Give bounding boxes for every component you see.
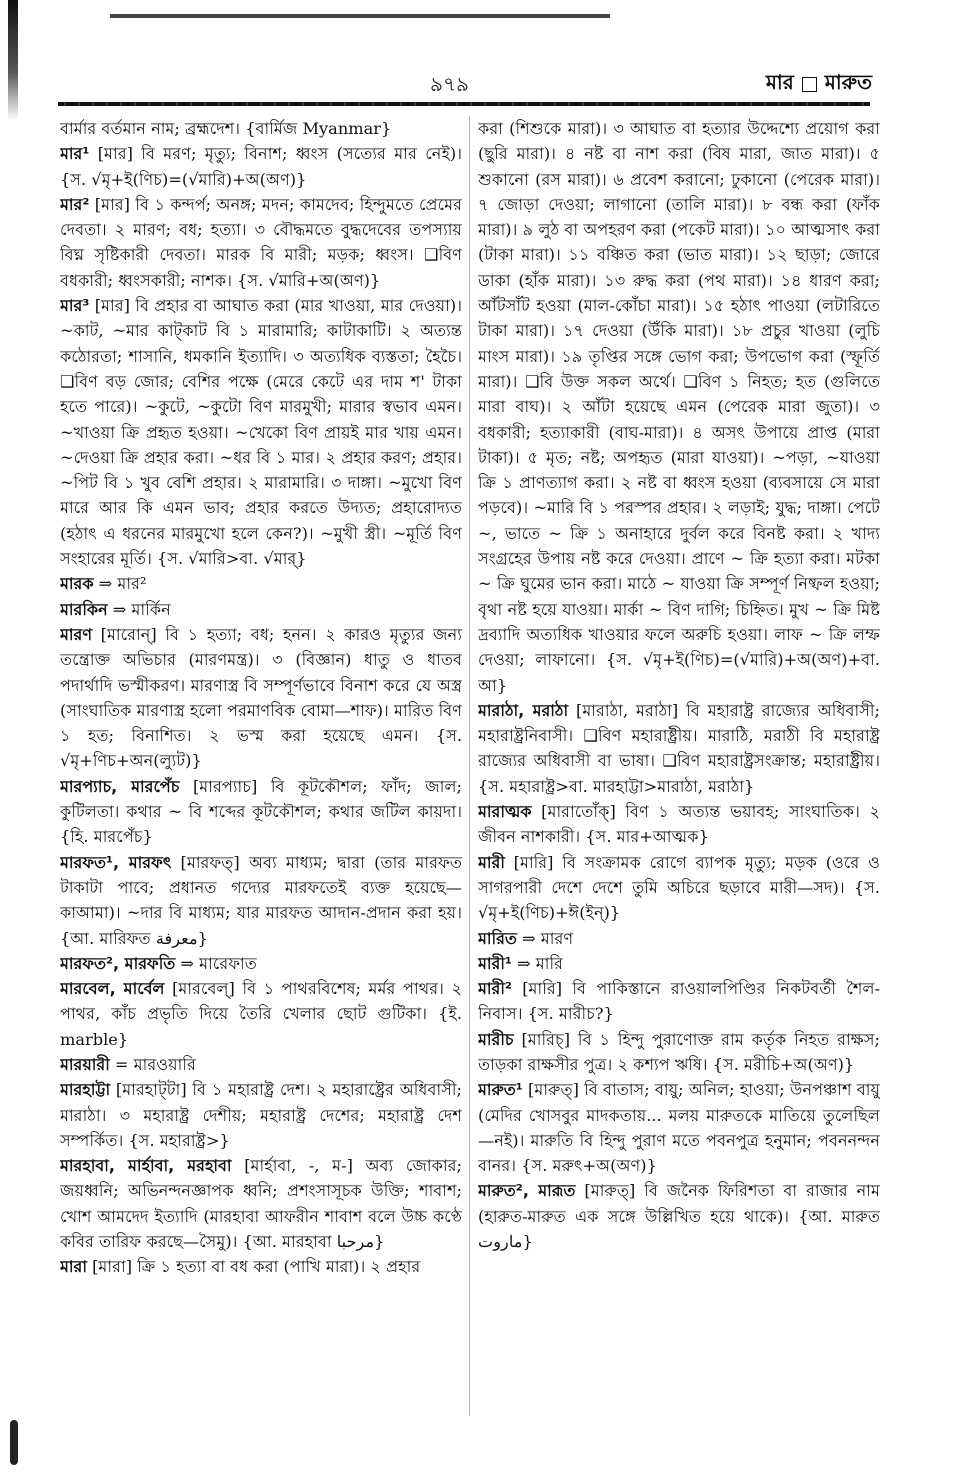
column-divider bbox=[469, 116, 470, 1416]
running-head bbox=[766, 68, 872, 101]
headword: মারুত², মারূত bbox=[478, 1181, 576, 1201]
dictionary-entry bbox=[60, 116, 462, 141]
headword: মার² bbox=[60, 194, 90, 214]
entry-definition: = মারওয়ারি bbox=[109, 1054, 196, 1074]
entry-definition: [মার] বি মরণ; মৃত্যু; বিনাশ; ধ্বংস (সত্যের মার নেই)। {স. √মৃ+ই(ণিচ)=(√মারি)+অ(অণ)} bbox=[60, 144, 462, 189]
dictionary-entry bbox=[478, 116, 880, 698]
headword: মার³ bbox=[60, 296, 90, 316]
dictionary-entry bbox=[478, 926, 880, 951]
dictionary-entry bbox=[478, 1178, 880, 1254]
dictionary-entry bbox=[60, 951, 462, 976]
dictionary-entry bbox=[478, 976, 880, 1027]
running-head-right: মারুত bbox=[824, 70, 872, 94]
entry-definition: [মারবেল্] বি ১ পাথরবিশেষ; মর্মর পাথর। ২ পাথর, কাঁচ প্রভৃতি দিয়ে তৈরি খেলার ছোট গুটিকা। {ই. marble} bbox=[60, 979, 462, 1049]
headword: মারকিন bbox=[60, 599, 108, 619]
entry-definition: করা (শিশুকে মারা)। ৩ আঘাত বা হত্যার উদ্দেশ্যে প্রয়োগ করা (ছুরি মারা)। ৪ নষ্ট বা নাশ করা (বিষ মারা, জাত মারা)। ৫ শুকানো (রস মারা)। ৬ প্রবেশ করানো; ঢুকানো (পেরেক মারা)। ৭ জোড়া দেওয়া; লাগানো (তালি মারা)। ৮ বন্ধ করা (ফাঁক মারা)। ৯ লুঠ বা অপহরণ করা (পকেট মারা)। ১০ আত্মসাৎ করা (টাকা মারা)। ১১ বঞ্চিত করা (ভাত মারা)। ১২ ছাড়া; জোরে ডাকা (হাঁক মারা)। ১৩ রুদ্ধ করা (পথ মারা)। ১৪ ধারণ করা; আঁটসাঁট হওয়া (মাল-কোঁচা মারা)। ১৫ হঠাৎ পাওয়া (লটারিতে টাকা মারা)। ১৭ দেওয়া (উঁকি মারা)। ১৮ প্রচুর খাওয়া (লুচি মাংস মারা)। ১৯ তৃপ্তির সঙ্গে ভোগ করা; উপভোগ করা (স্ফূর্তি মারা)। ❑বি উক্ত সকল অর্থে। ❑বিণ ১ নিহত; হত (গুলিতে মারা বাঘ)। ২ আঁটা হয়েছে এমন (পেরেক মারা জুতা)। ৩ বধকারী; হত্যাকারী (বাঘ-মারা)। ৪ অসৎ উপায়ে প্রাপ্ত (মারা টাকা)। ৫ মৃত; নষ্ট; অপহৃত (মারা যাওয়া)। ~পড়া, ~যাওয়া ক্রি ১ প্রাণত্যাগ করা। ২ নষ্ট বা ধ্বংস হওয়া (ব্যবসায়ে সে মারা পড়বে)। ~মারি বি ১ পরস্পর প্রহার। ২ লড়াই; যুদ্ধ; দাঙ্গা। পেটে ~, ভাতে ~ ক্রি ১ অনাহারে দুর্বল করে বিনষ্ট করা। ২ খাদ্য সংগ্রহের উপায় নষ্ট করে দেওয়া। প্রাণে ~ ক্রি হত্যা করা। মটকা ~ ক্রি ঘুমের ভান করা। মাঠে ~ যাওয়া ক্রি সম্পূর্ণ নিষ্ফল হওয়া; বৃথা নষ্ট হয়ে যাওয়া। মার্কা ~ বিণ দাগি; চিহ্নিত। মুখ ~ ক্রি মিষ্ট দ্রব্যাদি অত্যধিক খাওয়ার ফলে অরুচি হওয়া। লাফ ~ ক্রি লম্ফ দেওয়া; লাফানো। {স. √মৃ+ই(ণিচ)=(√মারি)+অ(অণ)+বা. আ} bbox=[478, 119, 880, 695]
entry-definition: [মারুত্] বি জনৈক ফিরিশতা বা রাজার নাম (হারুত-মারুত এক সঙ্গে উল্লিখিত হয়ে থাকে)। {আ. মারুত ماروت} bbox=[478, 1181, 880, 1252]
entry-definition: [মার] বি ১ কন্দর্প; অনঙ্গ; মদন; কামদেব; হিন্দুমতে প্রেমের দেবতা। ২ মারণ; বধ; হত্যা। ৩ বৌদ্ধমতে বুদ্ধদেবের তপস্যায় বিঘ্ন সৃষ্টিকারী দেবতা। মারক বি মারী; মড়ক; ধ্বংস। ❑বিণ বধকারী; ধ্বংসকারী; নাশক। {স. √মারি+অ(অণ)} bbox=[60, 194, 462, 290]
dictionary-entry bbox=[60, 597, 462, 622]
headword: মারহাবা, মার্হাবা, মরহাবা bbox=[60, 1156, 232, 1176]
entry-definition: ⇒ মার্কিন bbox=[107, 599, 171, 619]
dictionary-entry bbox=[60, 1153, 462, 1254]
entry-definition: [মারিচ্] বি ১ হিন্দু পুরাণোক্ত রাম কর্তৃক নিহত রাক্ষস; তাড়কা রাক্ষসীর পুত্র। ২ কশ্যপ ঋষি। {স. মরীচি+অ(অণ)} bbox=[478, 1029, 880, 1074]
entry-definition: [মারাঠা, মরাঠা] বি মহারাষ্ট্র রাজ্যের অধিবাসী; মহারাষ্ট্রনিবাসী। ❑বিণ মহারাষ্ট্রীয়। মারাঠি, মরাঠী বি মহারাষ্ট্র রাজ্যের অধিবাসী বা ভাষা। ❑বিণ মহারাষ্ট্রসংক্রান্ত; মহারাষ্ট্রীয়। {স. মহারাষ্ট্র>বা. মারহাট্টা>মারাঠা, মরাঠা} bbox=[478, 700, 880, 796]
headword: মারবেল, মার্বেল bbox=[60, 979, 165, 999]
entry-definition: ⇒ মার² bbox=[93, 574, 147, 594]
dictionary-entry bbox=[60, 850, 462, 951]
headword: মারিত bbox=[478, 928, 517, 948]
entry-definition: [মারহাট্‌টা] বি ১ মহারাষ্ট্র দেশ। ২ মহারাষ্ট্রের অধিবাসী; মারাঠা। ৩ মহারাষ্ট্র দেশীয়; মহারাষ্ট্র দেশের; মহারাষ্ট্র দেশ সম্পর্কিত। {স. মহারাষ্ট্র>} bbox=[60, 1080, 462, 1150]
headword: মারহাট্টা bbox=[60, 1080, 111, 1100]
dictionary-entry bbox=[60, 192, 462, 293]
left-column bbox=[60, 116, 462, 1461]
entry-definition: [মার] বি প্রহার বা আঘাত করা (মার খাওয়া, মার দেওয়া)। ~কাট, ~মার কাট্‌কাট বি ১ মারামারি; কাটাকাটি। ২ অত্যন্ত কঠোরতা; শাসানি, ধমকানি ইত্যাদি। ৩ অত্যধিক ব্যস্ততা; হৈচৈ। ❑বিণ বড় জোর; বেশির পক্ষে (মেরে কেটে এর দাম শ' টাকা হতে পারে)। ~কুটে, ~কুটো বিণ মারমুখী; মারার স্বভাব এমন। ~খাওয়া ক্রি প্রহৃত হওয়া। ~খেকো বিণ প্রায়ই মার খায় এমন। ~দেওয়া ক্রি প্রহার করা। ~ধর বি ১ মার। ২ প্রহার করণ; প্রহার। ~পিট বি ১ খুব বেশি প্রহার। ২ মারামারি। ৩ দাঙ্গা। ~মুখো বিণ মারে আর কি এমন ভাব; প্রহার করতে উদ্যত; প্রহারোদ্যত (হঠাৎ এ ধরনের মারমুখো হলে কেন?)। ~মুখী স্ত্রী। ~মূর্তি বিণ সংহারের মূর্তি। {স. √মারি>বা. √মার্} bbox=[60, 296, 462, 569]
dictionary-entry bbox=[478, 850, 880, 926]
headword: মারী¹ bbox=[478, 953, 512, 973]
headword: মারুত¹ bbox=[478, 1080, 523, 1100]
dictionary-entry bbox=[60, 622, 462, 774]
dictionary-entry bbox=[60, 976, 462, 1052]
dictionary-entry bbox=[478, 799, 880, 850]
entry-definition: ⇒ মারেফাত bbox=[175, 953, 257, 973]
entry-definition: বার্মার বর্তমান নাম; ব্রহ্মদেশ। {বার্মিজ Myanmar} bbox=[60, 119, 392, 138]
headword: মারীচ bbox=[478, 1029, 514, 1049]
dictionary-entry bbox=[478, 1077, 880, 1178]
square-icon bbox=[802, 77, 817, 92]
headword: মারয়ারী bbox=[60, 1054, 110, 1074]
entry-definition: [মার্হাবা, -, ম-] অব্য জোকার; জয়ধ্বনি; অভিনন্দনজ্ঞাপক ধ্বনি; প্রশংসাসূচক উক্তি; শাবাশ; খোশ আমদেদ ইত্যাদি (মারহাবা আফরীন শাবাশ বলে উচ্চ কণ্ঠে কবির তারিফ করছে—সৈমু)। {আ. মারহাবা مرحبا} bbox=[60, 1156, 462, 1252]
headword: মার¹ bbox=[60, 144, 90, 164]
dictionary-entry bbox=[60, 293, 462, 571]
entry-definition: [মারা] ক্রি ১ হত্যা বা বধ করা (পাখি মারা)। ২ প্রহার bbox=[86, 1257, 421, 1277]
headword: মারী bbox=[478, 852, 505, 872]
headword: মারক bbox=[60, 574, 94, 594]
entry-definition: ⇒ মারি bbox=[511, 953, 563, 973]
dictionary-entry bbox=[478, 1027, 880, 1078]
dictionary-entry bbox=[60, 774, 462, 850]
headword: মারফত², মারফতি bbox=[60, 953, 176, 973]
headword: মারফত¹, মারফৎ bbox=[60, 852, 172, 872]
running-head-left: মার bbox=[765, 70, 794, 94]
entry-definition: [মারফত্] অব্য মাধ্যম; দ্বারা (তার মারফত টাকাটা পাবে; প্রধানত গদ্যের মারফতেই ব্যক্ত হয়েছে—কাআমা)। ~দার বি মাধ্যম; যার মারফত আদান-প্রদান করা হয়। {আ. মারিফত معرفة} bbox=[60, 852, 462, 948]
headword: মারী² bbox=[478, 979, 512, 999]
header-rule bbox=[58, 102, 870, 106]
entry-definition: [মারি] বি পাকিস্তানে রাওয়ালপিণ্ডির নিকটবর্তী শৈল-নিবাস। {স. মারীচ?} bbox=[478, 979, 880, 1024]
dictionary-entry bbox=[60, 1052, 462, 1077]
dictionary-entry bbox=[60, 1077, 462, 1153]
entry-definition: [মারাতোঁক্] বিণ ১ অত্যন্ত ভয়াবহ; সাংঘাতিক। ২ জীবন নাশকারী। {স. মার+আত্মক} bbox=[478, 802, 880, 847]
dictionary-entry bbox=[60, 571, 462, 596]
headword: মারা bbox=[60, 1257, 87, 1277]
dictionary-entry bbox=[478, 698, 880, 799]
entry-definition: [মারুত্] বি বাতাস; বায়ু; অনিল; হাওয়া; উনপঞ্চাশ বায়ু (মেদির খোসবুর মাদকতায়... মলয় মারুতকে মাতিয়ে তুলেছিল—নই)। মারুতি বি হিন্দু পুরাণ মতে পবনপুত্র হনুমান; পবননন্দন বানর। {স. মরুৎ+অ(অণ)} bbox=[478, 1080, 880, 1176]
spine-shadow bbox=[8, 0, 18, 120]
dictionary-entry bbox=[60, 141, 462, 192]
headword: মারপ্যাচ, মারপেঁচ bbox=[60, 776, 180, 796]
headword: মারণ bbox=[60, 624, 93, 644]
spine-shadow-bottom bbox=[10, 1420, 18, 1465]
entry-definition: [মারপ্যাচ] বি কূটকৌশল; ফাঁদ; জাল; কুটিলতা। কথার ~ বি শব্দের কূটকৌশল; কথার জটিল কায়দা। {হি. মারপেঁচ} bbox=[60, 776, 462, 847]
entry-definition: ⇒ মারণ bbox=[516, 928, 574, 948]
right-column bbox=[478, 116, 880, 1461]
dictionary-entry bbox=[478, 951, 880, 976]
top-scan-mark bbox=[110, 14, 610, 18]
page-number: ৯৭৯ bbox=[430, 72, 469, 96]
entry-definition: [মারোন্] বি ১ হত্যা; বধ; হনন। ২ কারও মৃত্যুর জন্য তন্ত্রোক্ত অভিচার (মারণমন্ত্র)। ৩ (বিজ্ঞান) ধাতু ও ধাতব পদার্থাদি ভস্মীকরণ। মারণাস্ত্র বি সম্পূর্ণভাবে বিনাশ করে যে অস্ত্র (সাংঘাতিক মারণাস্ত্র হলো পরমাণবিক বোমা—শাফ)। মারিত বিণ ১ হত; বিনাশিত। ২ ভস্ম করা হয়েছে এমন। {স. √মৃ+ণিচ+অন(ল্যুট)} bbox=[60, 624, 462, 771]
entry-definition: [মারি] বি সংক্রামক রোগে ব্যাপক মৃত্যু; মড়ক (ওরে ও সাগরপারী দেশে দেশে তুমি অচিরে ছড়াবে মারী—সদ)। {স. √মৃ+ই(ণিচ)+ঈ(ইন্)} bbox=[478, 852, 880, 923]
dictionary-entry bbox=[60, 1254, 462, 1279]
headword: মারাত্মক bbox=[478, 802, 532, 822]
headword: মারাঠা, মরাঠা bbox=[478, 700, 569, 720]
